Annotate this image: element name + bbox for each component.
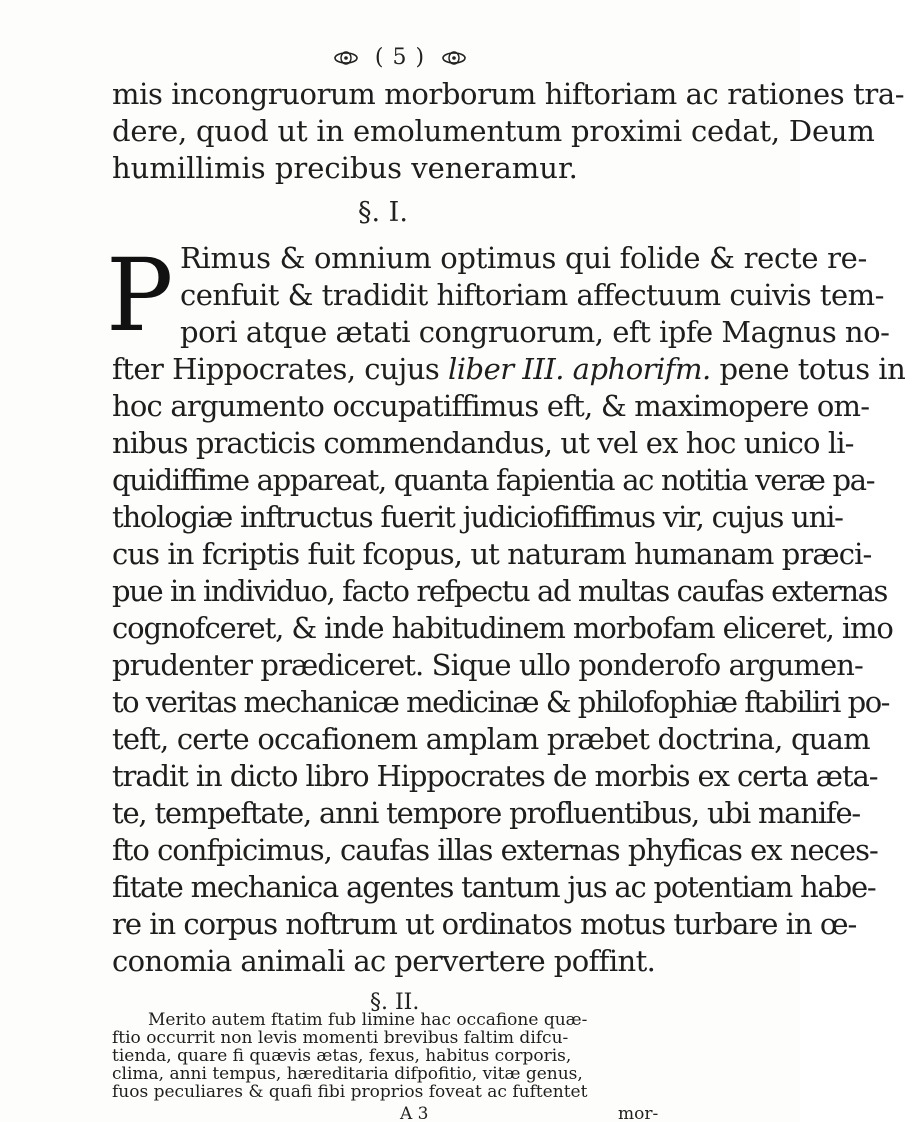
intro-line: humillimis precibus veneramur. <box>112 151 578 185</box>
section1-line: re in corpus noftrum ut ordinatos motus turbare in œ- <box>112 907 857 941</box>
section1-line4-tail: pene totus in <box>710 352 905 386</box>
flower-ornament-left-icon <box>333 50 359 66</box>
section1-line: to veritas mechanicæ medicinæ & philofophiæ ftabiliri po- <box>112 685 889 719</box>
section-mark-1: §. I. <box>358 197 408 228</box>
section1-line4-head: fter Hippocrates, cujus <box>112 352 448 386</box>
section1-line: pue in individuo, facto refpectu ad multas caufas externas <box>112 574 887 608</box>
section2-line: ftio occurrit non levis momenti brevibus faltim difcu- <box>112 1028 569 1048</box>
section1-line: nibus practicis commendandus, ut vel ex hoc unico li- <box>112 426 854 460</box>
section1-line: tradit in dicto libro Hippocrates de morbis ex certa æta- <box>112 759 878 793</box>
intro-line: mis incongruorum morborum hiftoriam ac rationes tra- <box>112 77 905 111</box>
book-reference: liber III. aphorifm. <box>448 352 711 386</box>
section1-line: thologiæ inftructus fuerit judiciofiffimus vir, cujus uni- <box>112 500 843 534</box>
section1-line: cognofceret, & inde habitudinem morbofam eliceret, imo <box>112 611 893 645</box>
section1-line: cus in fcriptis fuit fcopus, ut naturam humanam præci- <box>112 537 872 571</box>
section2-line: tienda, quare fi quævis ætas, fexus, habitus corporis, <box>112 1046 572 1066</box>
section1-line: cenfuit & tradidit hiftoriam affectuum cuivis tem- <box>180 278 884 312</box>
section-mark-2: §. II. <box>370 990 420 1015</box>
intro-line: dere, quod ut in emolumentum proximi cedat, Deum <box>112 114 875 148</box>
section1-line: teft, certe occafionem amplam præbet doctrina, quam <box>112 722 870 756</box>
signature-mark: A 3 <box>400 1104 429 1124</box>
section1-line: hoc argumento occupatiffimus eft, & maximopere om- <box>112 389 870 423</box>
section1-line: te, tempeftate, anni tempore profluentibus, ubi manife- <box>112 796 861 830</box>
drop-cap-initial: P <box>106 237 174 354</box>
flower-ornament-right-icon <box>441 50 467 66</box>
section1-line: quidiffime appareat, quanta fapientia ac notitia veræ pa- <box>112 463 875 497</box>
section1-line: conomia animali ac pervertere poffint. <box>112 944 656 978</box>
section1-line: prudenter prædiceret. Sique ullo ponderofo argumen- <box>112 648 863 682</box>
page-number: ( 5 ) <box>374 45 426 70</box>
page-header <box>0 45 800 70</box>
section1-line: Rimus & omnium optimus qui folide & recte re- <box>180 241 868 275</box>
section1-line: pori atque ætati congruorum, eft ipfe Magnus no- <box>180 315 890 349</box>
section2-line: Merito autem ftatim fub limine hac occafione quæ- <box>148 1010 588 1030</box>
section2-line: fuos peculiares & quafi fibi proprios foveat ac fuftentet <box>112 1082 588 1102</box>
section2-line: clima, anni tempus, hæreditaria difpofitio, vitæ genus, <box>112 1064 583 1084</box>
section1-line: fto confpicimus, caufas illas externas phyficas ex neces- <box>112 833 878 867</box>
section1-line <box>112 352 905 386</box>
catchword: mor- <box>618 1104 659 1124</box>
section1-line: fitate mechanica agentes tantum jus ac potentiam habe- <box>112 870 876 904</box>
